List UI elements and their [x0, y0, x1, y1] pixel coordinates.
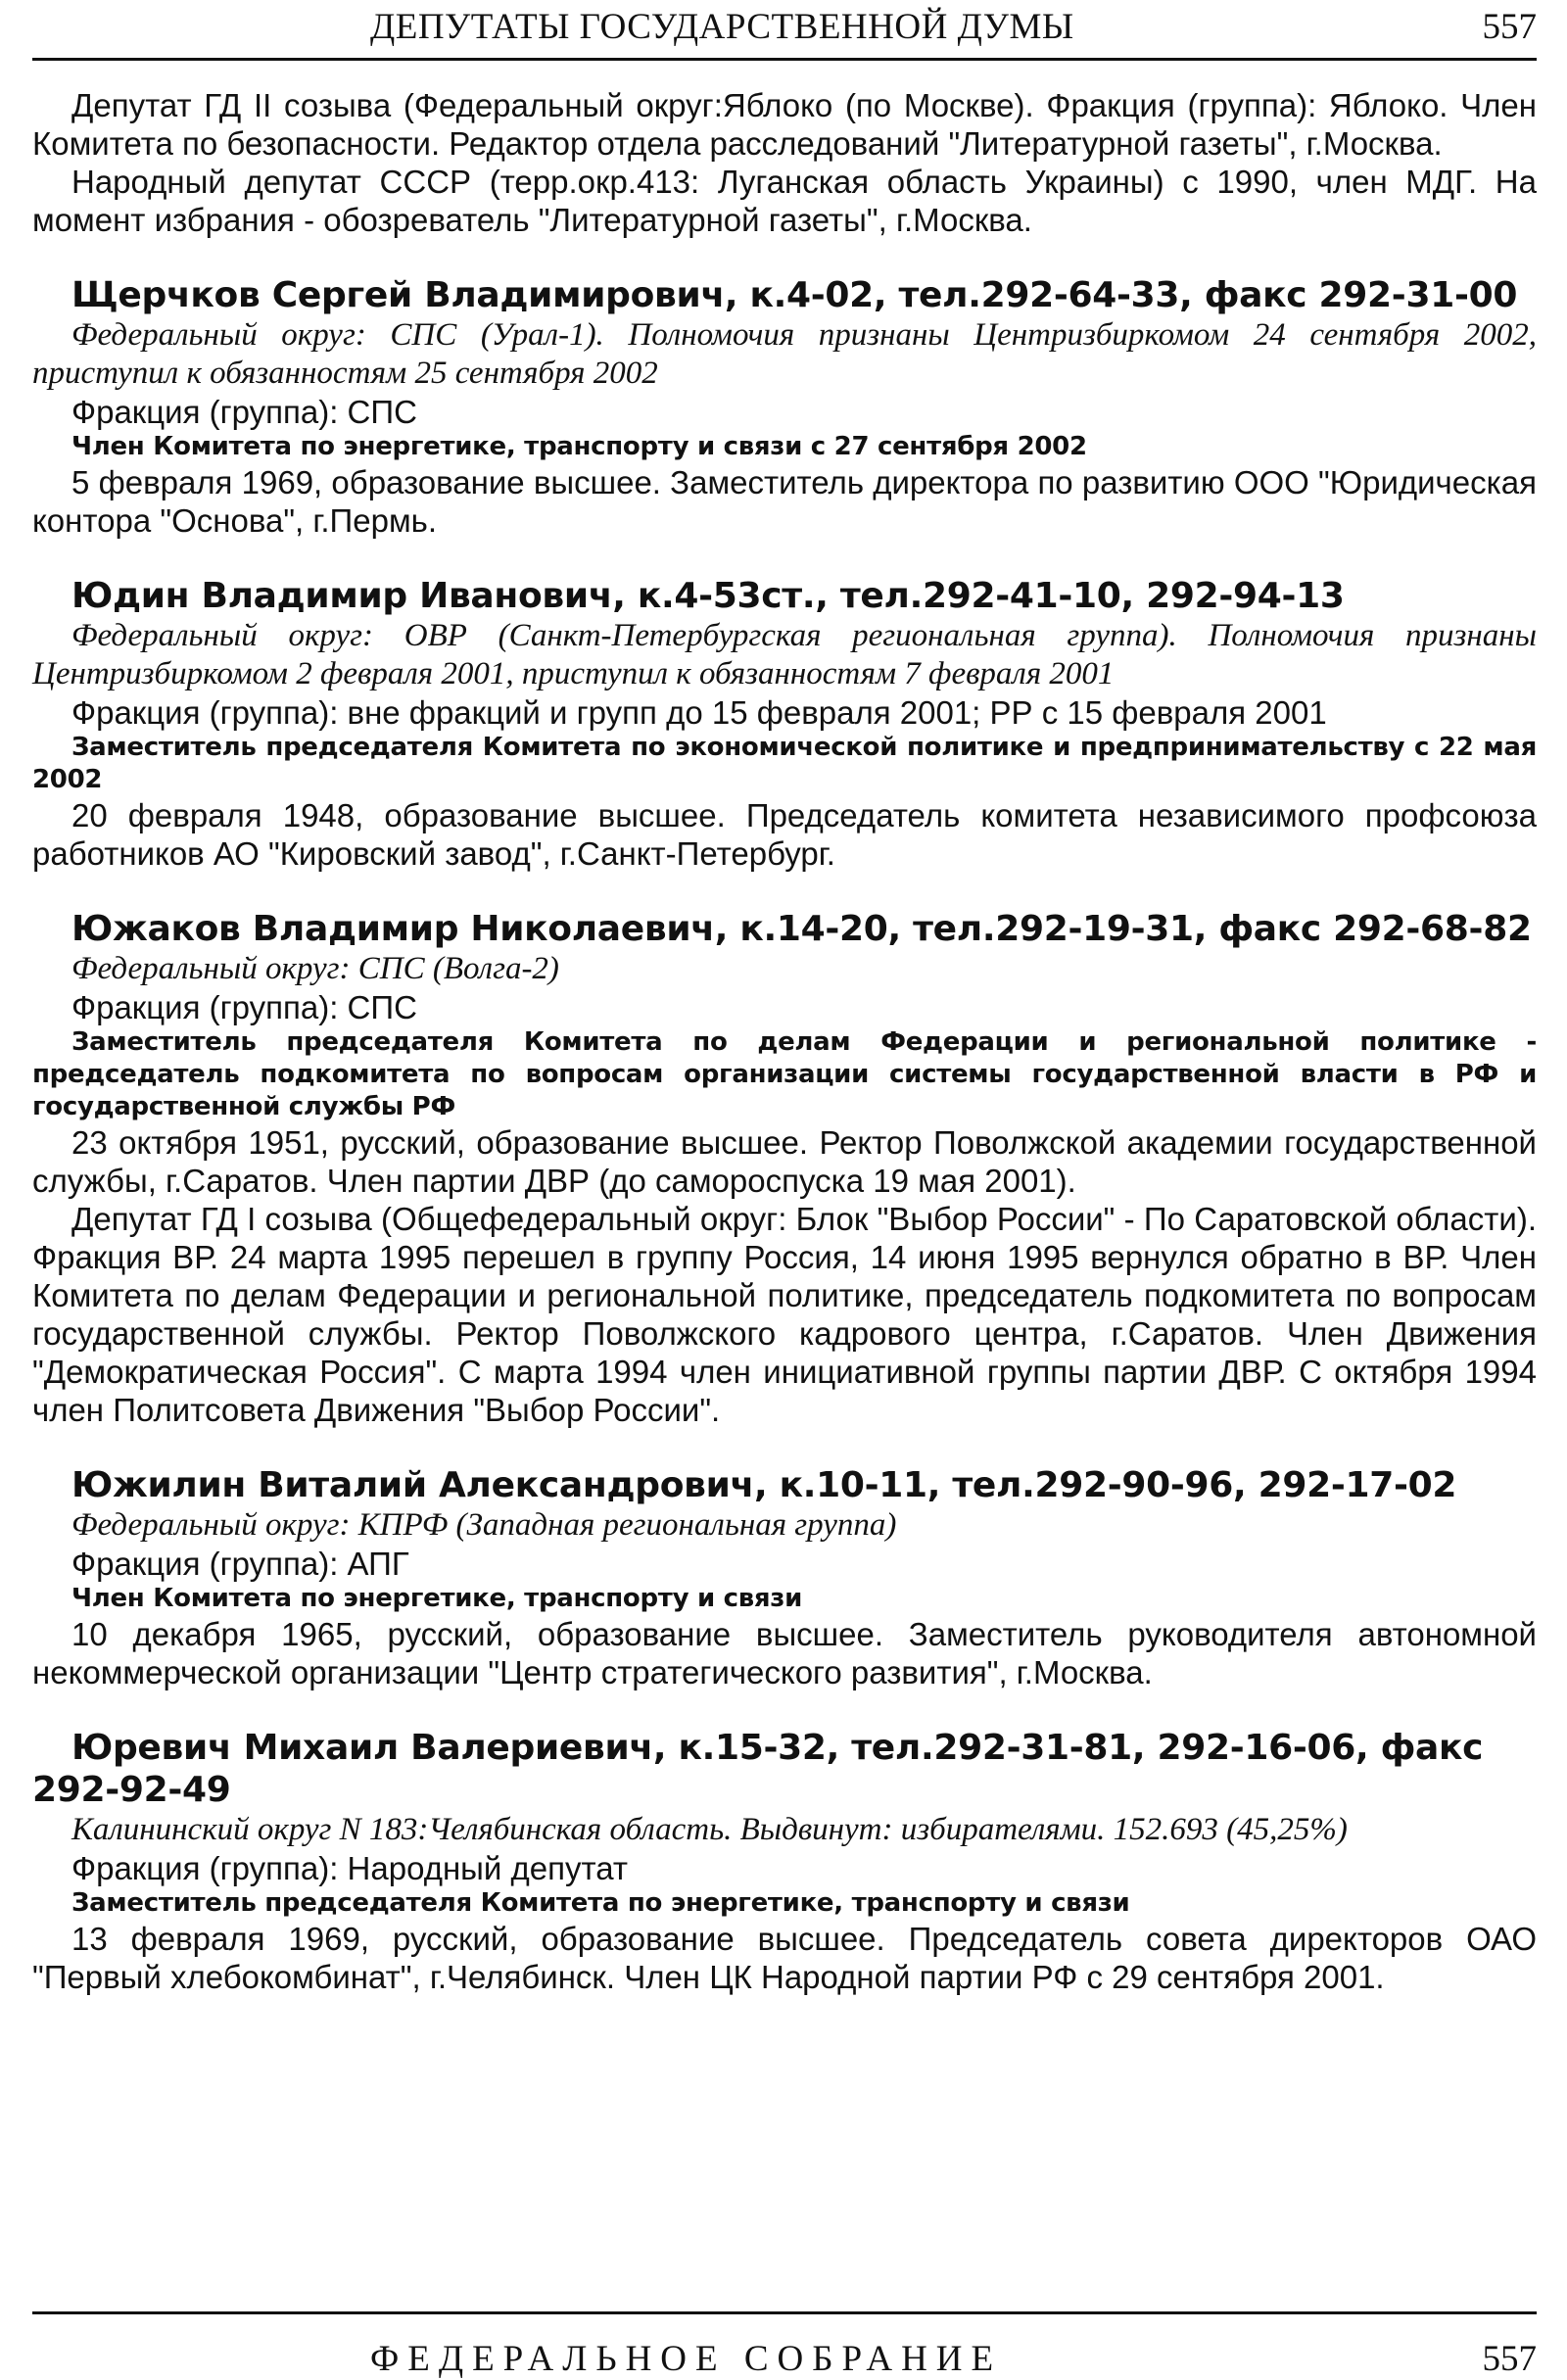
deputy-role: Член Комитета по энергетике, транспорту и связи с 27 сентября 2002 [71, 432, 1087, 461]
deputy-district: Федеральный округ: СПС (Урал-1). Полномочия признаны Центризбиркомом 24 сентября 2002, приступил к обязанностям 25 сентября 2002 [32, 317, 1537, 391]
deputy-bio: 23 октября 1951, русский, образование высшее. Ректор Поволжской академии государственной службы, г.Саратов. Член партии ДВР (до самороспуска 19 мая 2001). [32, 1124, 1537, 1199]
deputy-role: Заместитель председателя Комитета по энергетике, транспорту и связи [71, 1888, 1130, 1918]
deputy-bio: Депутат ГД I созыва (Общефедеральный округ: Блок "Выбор России" - По Саратовской области). Фракция ВР. 24 марта 1995 перешел в группу Россия, 14 июня 1995 вернулся обратно в ВР. Член Комитета по делам Федерации и региональной политике, председатель подкомитета по вопросам государственной службы. Ректор Поволжского кадрового центра, г.Саратов. Член Движения "Демократическая Россия". С марта 1994 член инициативной группы партии ДВР. С октября 1994 член Политсовета Движения "Выбор России". [32, 1201, 1537, 1428]
deputy-faction: Фракция (группа): Народный депутат [71, 1850, 628, 1886]
deputy-bio: 13 февраля 1969, русский, образование высшее. Председатель совета директоров ОАО "Первый хлебокомбинат", г.Челябинск. Член ЦК Народной партии РФ с 29 сентября 2001. [32, 1921, 1537, 1995]
deputy-faction: Фракция (группа): СПС [71, 989, 417, 1025]
deputy-district: Федеральный округ: КПРФ (Западная региональная группа) [71, 1507, 897, 1543]
deputy-faction: Фракция (группа): АПГ [71, 1546, 409, 1582]
deputy-entry [32, 274, 1537, 540]
deputy-bio: 10 декабря 1965, русский, образование высшее. Заместитель руководителя автономной некоммерческой организации "Центр стратегического развития", г.Москва. [32, 1616, 1537, 1690]
deputy-name: Юревич Михаил Валериевич, к.15-32, тел.292-31-81, 292-16-06, факс 292-92-49 [32, 1728, 1484, 1810]
deputy-role: Член Комитета по энергетике, транспорту и связи [71, 1584, 803, 1613]
deputy-faction: Фракция (группа): вне фракций и групп до 15 февраля 2001; РР с 15 февраля 2001 [71, 694, 1327, 731]
deputy-name: Юдин Владимир Иванович, к.4-53ст., тел.292-41-10, 292-94-13 [71, 576, 1345, 616]
deputy-role: Заместитель председателя Комитета по экономической политике и предпринимательству с 22 мая 2002 [32, 733, 1537, 794]
deputy-faction: Фракция (группа): СПС [71, 394, 417, 430]
footer-rule [32, 2311, 1537, 2314]
deputy-entry [32, 575, 1537, 873]
deputy-entry [32, 908, 1537, 1429]
deputy-entry [32, 1464, 1537, 1691]
deputy-bio: 5 февраля 1969, образование высшее. Заместитель директора по развитию ООО "Юридическая контора "Основа", г.Пермь. [32, 464, 1537, 539]
deputy-role: Заместитель председателя Комитета по делам Федерации и региональной политике - председатель подкомитета по вопросам организации системы государственной власти в РФ и государственной службы РФ [32, 1027, 1537, 1121]
running-footer [32, 2338, 1537, 2377]
header-rule [32, 58, 1537, 61]
header-page-number: 557 [1482, 7, 1537, 47]
deputy-name: Южилин Виталий Александрович, к.10-11, тел.292-90-96, 292-17-02 [71, 1465, 1457, 1505]
intro-paragraph: Депутат ГД II созыва (Федеральный округ:Яблоко (по Москве). Фракция (группа): Яблоко. Член Комитета по безопасности. Редактор отдела расследований "Литературной газеты", г.Москва. [32, 87, 1537, 162]
deputy-district: Федеральный округ: ОВР (Санкт-Петербургская региональная группа). Полномочия признаны Центризбиркомом 2 февраля 2001, приступил к обязанностям 7 февраля 2001 [32, 618, 1537, 691]
header-title: ДЕПУТАТЫ ГОСУДАРСТВЕННОЙ ДУМЫ [370, 7, 1074, 47]
main-content [32, 86, 1537, 1996]
deputy-name: Щерчков Сергей Владимирович, к.4-02, тел.292-64-33, факс 292-31-00 [71, 275, 1518, 315]
deputy-name: Южаков Владимир Николаевич, к.14-20, тел.292-19-31, факс 292-68-82 [71, 909, 1532, 949]
footer-page-number: 557 [1482, 2339, 1537, 2379]
deputy-bio: 20 февраля 1948, образование высшее. Председатель комитета независимого профсоюза работников АО "Кировский завод", г.Санкт-Петербург. [32, 797, 1537, 872]
deputy-entry [32, 1727, 1537, 1996]
intro-paragraph: Народный депутат СССР (терр.окр.413: Луганская область Украины) с 1990, член МДГ. На момент избрания - обозреватель "Литературной газеты", г.Москва. [32, 164, 1537, 238]
deputy-district: Федеральный округ: СПС (Волга-2) [71, 951, 559, 986]
running-header [32, 0, 1537, 51]
intro-block [32, 86, 1537, 239]
page [32, 0, 1537, 2379]
deputy-district: Калининский округ N 183:Челябинская область. Выдвинут: избирателями. 152.693 (45,25%) [71, 1812, 1348, 1847]
footer-title: ФЕДЕРАЛЬНОЕ СОБРАНИЕ [370, 2339, 1003, 2379]
